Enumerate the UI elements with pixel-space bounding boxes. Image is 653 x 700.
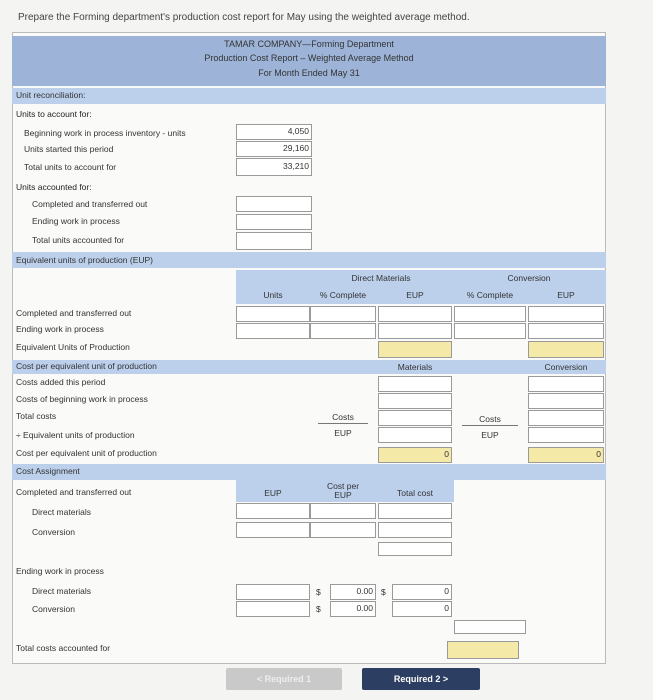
dm-total-costs-input[interactable] — [378, 410, 452, 426]
beginning-wip-units-input[interactable]: 4,050 — [236, 124, 312, 140]
ca-conv-total-input[interactable] — [378, 522, 452, 538]
ca-dm-label: Direct materials — [32, 507, 92, 517]
conv-fraction-bar — [462, 425, 518, 426]
instruction-text: Prepare the Forming department's production cost report for May using the weighted average method. — [18, 12, 470, 23]
eup-heading: Equivalent units of production (EUP) — [16, 255, 154, 265]
units-to-account-heading: Units to account for: — [16, 109, 92, 119]
ca-eup-header: EUP — [264, 488, 282, 498]
total-units-accounted-input[interactable] — [236, 232, 312, 250]
units-column-header: Units — [263, 290, 283, 300]
eup-total-conv-input[interactable] — [528, 341, 604, 358]
next-required-button[interactable]: Required 2 > — [362, 668, 480, 690]
report-name: Production Cost Report – Weighted Average Method — [204, 53, 414, 63]
eup-ending-dm-pct-input[interactable] — [310, 323, 376, 339]
conv-cost-per-eup-value: 0 — [528, 447, 604, 463]
cost-per-eup-heading: Cost per equivalent unit of production — [16, 361, 157, 371]
total-units-accounted-label: Total units accounted for — [32, 235, 125, 245]
eup-completed-label: Completed and transferred out — [16, 308, 132, 318]
dm-pct-complete-header: % Complete — [319, 290, 367, 300]
conv-eup-tag: EUP — [481, 430, 499, 440]
materials-column-header: Materials — [397, 362, 433, 372]
ca-ewip-conv-total-value: 0 — [392, 601, 452, 617]
eup-ending-conv-eup-input[interactable] — [528, 323, 604, 339]
ca-ewip-dm-eup-input[interactable] — [236, 584, 310, 600]
dm-eup-divisor-input[interactable] — [378, 427, 452, 443]
conv-costs-beginning-input[interactable] — [528, 393, 604, 409]
eup-total-label: Equivalent Units of Production — [16, 342, 130, 352]
eup-divisor-label: ÷ Equivalent units of production — [16, 430, 135, 440]
total-costs-label: Total costs — [16, 411, 57, 421]
ca-completed-total-input[interactable] — [378, 542, 452, 556]
beginning-wip-label: Beginning work in process inventory - units — [24, 128, 186, 138]
conv-costs-added-input[interactable] — [528, 376, 604, 392]
ca-total-cost-header: Total cost — [397, 488, 433, 498]
ca-dm-eup-input[interactable] — [236, 503, 310, 519]
eup-completed-units-input[interactable] — [236, 306, 310, 322]
unit-reconciliation-heading: Unit reconciliation: — [16, 90, 86, 100]
eup-completed-conv-pct-input[interactable] — [454, 306, 526, 322]
conv-eup-header: EUP — [557, 290, 575, 300]
eup-completed-dm-pct-input[interactable] — [310, 306, 376, 322]
dm-eup-tag: EUP — [334, 428, 352, 438]
ca-ewip-dm-cost-per-value: 0.00 — [330, 584, 376, 600]
ca-ewip-conv-label: Conversion — [32, 604, 75, 614]
ending-wip-label: Ending work in process — [32, 216, 120, 226]
ca-cost-per-eup-header: Cost per EUP — [326, 481, 360, 500]
total-units-to-account-label: Total units to account for — [24, 162, 117, 172]
company-title: TAMAR COMPANY—Forming Department — [224, 39, 394, 49]
eup-ending-conv-pct-input[interactable] — [454, 323, 526, 339]
cost-per-eup-label: Cost per equivalent unit of production — [16, 448, 157, 458]
prev-required-button[interactable]: < Required 1 — [226, 668, 342, 690]
ca-ewip-conv-cost-currency: $ — [316, 604, 321, 614]
eup-completed-dm-eup-input[interactable] — [378, 306, 452, 322]
ca-dm-cost-per-input[interactable] — [310, 503, 376, 519]
completed-units-input[interactable] — [236, 196, 312, 212]
conv-pct-complete-header: % Complete — [466, 290, 514, 300]
ca-dm-total-input[interactable] — [378, 503, 452, 519]
conv-costs-tag: Costs — [479, 414, 501, 424]
cost-assignment-band — [12, 464, 606, 480]
dm-costs-tag: Costs — [332, 412, 354, 422]
units-started-input[interactable]: 29,160 — [236, 141, 312, 157]
ca-ewip-conv-eup-input[interactable] — [236, 601, 310, 617]
dm-costs-added-input[interactable] — [378, 376, 452, 392]
dm-cost-per-eup-value: 0 — [378, 447, 452, 463]
completed-transferred-label: Completed and transferred out — [32, 199, 148, 209]
ca-total-accounted-label: Total costs accounted for — [16, 643, 111, 653]
units-started-label: Units started this period — [24, 144, 114, 154]
ca-conv-cost-per-input[interactable] — [310, 522, 376, 538]
units-accounted-heading: Units accounted for: — [16, 182, 92, 192]
eup-ending-wip-label: Ending work in process — [16, 324, 104, 334]
unit-reconciliation-band — [12, 88, 606, 104]
costs-beginning-label: Costs of beginning work in process — [16, 394, 148, 404]
eup-total-dm-input[interactable] — [378, 341, 452, 358]
conversion-column-header: Conversion — [507, 273, 551, 283]
dm-column-header: Direct Materials — [351, 273, 411, 283]
ca-conv-eup-input[interactable] — [236, 522, 310, 538]
eup-completed-conv-eup-input[interactable] — [528, 306, 604, 322]
ca-ewip-total-input[interactable] — [454, 620, 526, 634]
ending-wip-units-input[interactable] — [236, 214, 312, 230]
report-period: For Month Ended May 31 — [258, 68, 360, 78]
conv-total-costs-input[interactable] — [528, 410, 604, 426]
dm-eup-header: EUP — [406, 290, 424, 300]
dm-costs-beginning-input[interactable] — [378, 393, 452, 409]
cost-assignment-heading: Cost Assignment — [16, 466, 80, 476]
ca-ewip-conv-cost-per-value: 0.00 — [330, 601, 376, 617]
ca-ewip-dm-label: Direct materials — [32, 586, 92, 596]
conv-eup-divisor-input[interactable] — [528, 427, 604, 443]
eup-ending-dm-eup-input[interactable] — [378, 323, 452, 339]
eup-ending-units-input[interactable] — [236, 323, 310, 339]
ca-ewip-dm-cost-currency: $ — [316, 587, 321, 597]
ca-ewip-dm-total-currency: $ — [381, 587, 386, 597]
costs-added-label: Costs added this period — [16, 377, 106, 387]
ca-total-accounted-input[interactable] — [447, 641, 519, 659]
ca-completed-label: Completed and transferred out — [16, 487, 132, 497]
dm-fraction-bar — [318, 423, 368, 424]
total-units-to-account-input[interactable]: 33,210 — [236, 158, 312, 176]
ca-ewip-dm-total-value: 0 — [392, 584, 452, 600]
ca-conv-label: Conversion — [32, 527, 75, 537]
ca-ending-wip-label: Ending work in process — [16, 566, 104, 576]
conversion-cost-column-header: Conversion — [544, 362, 588, 372]
